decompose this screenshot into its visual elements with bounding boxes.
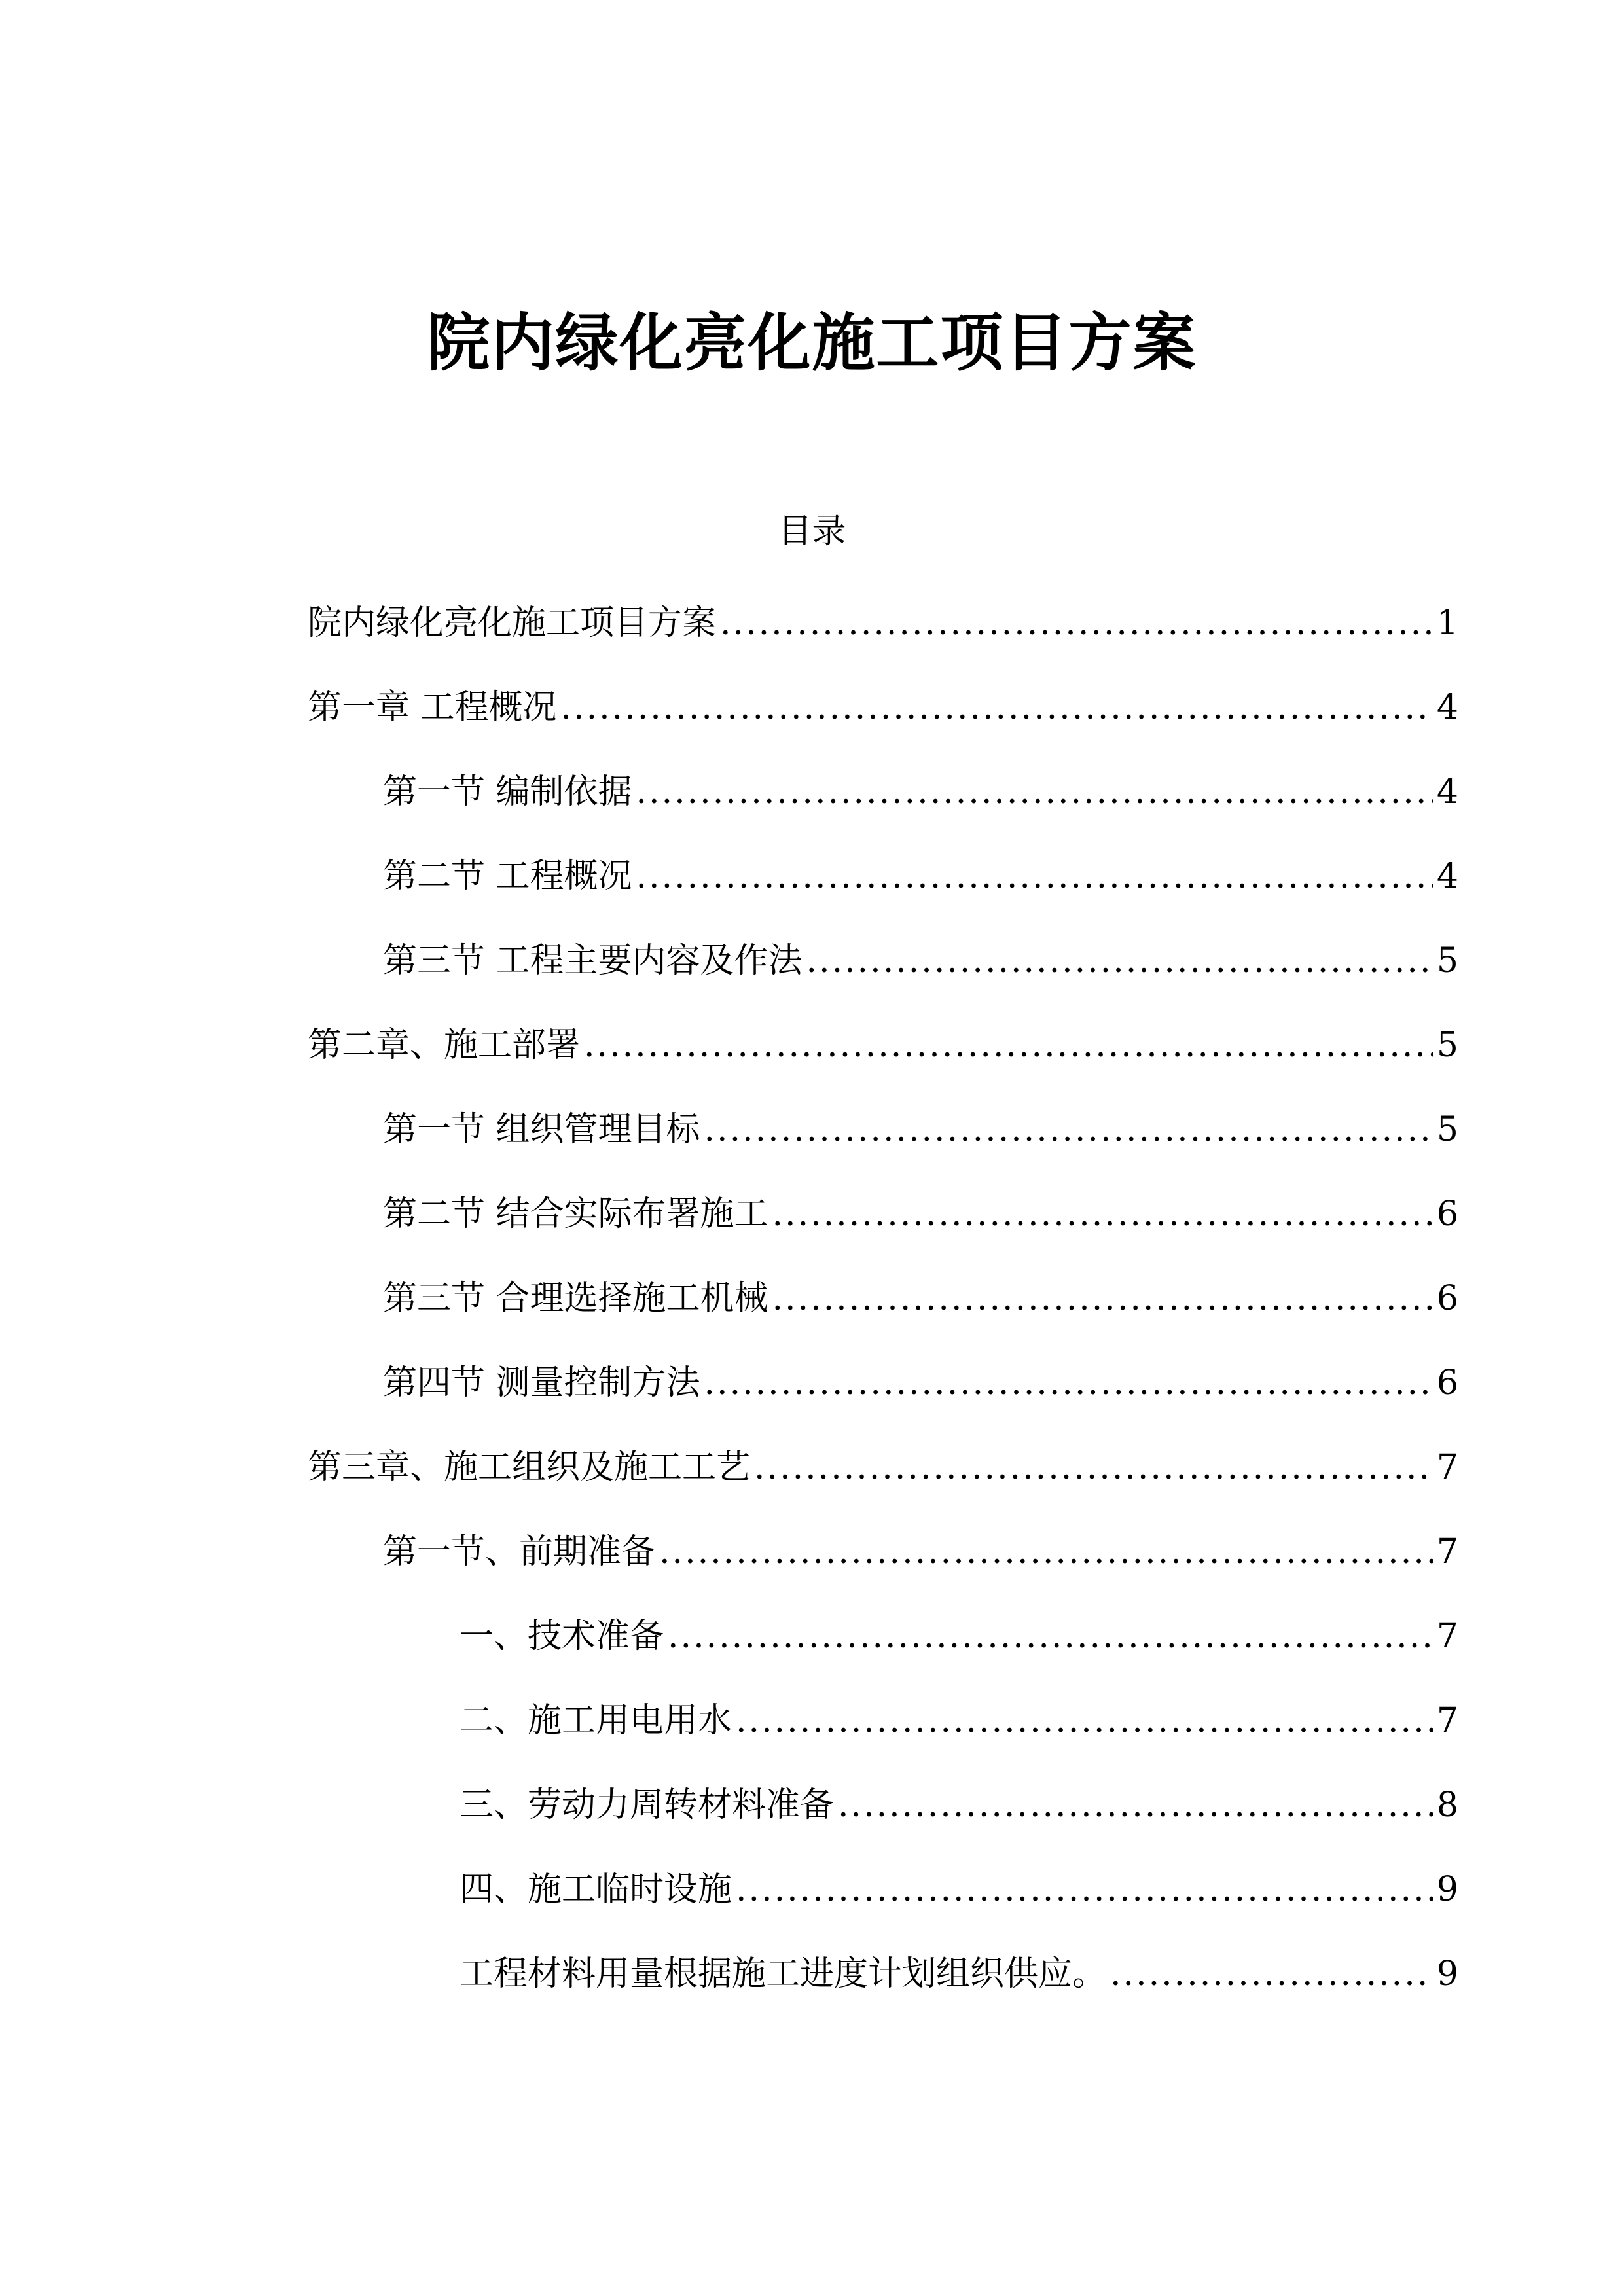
toc-dot-leader xyxy=(668,1610,1433,1662)
toc-page-number: 1 xyxy=(1436,603,1458,643)
toc-dot-leader xyxy=(720,597,1433,649)
toc-entry-ch3-item-3[interactable] xyxy=(460,1779,1458,1831)
toc-page-number: 4 xyxy=(1436,772,1458,812)
toc-entry-label: 工程材料用量根据施工进度计划组织供应。 xyxy=(460,1954,1107,1994)
toc-entry-ch1-section-3[interactable] xyxy=(383,935,1458,987)
toc-dot-leader xyxy=(561,681,1433,734)
toc-dot-leader xyxy=(736,1863,1433,1916)
toc-page-number: 6 xyxy=(1436,1194,1458,1234)
toc-entry-label: 第三章、施工组织及施工工艺 xyxy=(308,1448,751,1487)
toc-dot-leader xyxy=(584,1019,1433,1071)
toc-entry-ch3-section-1[interactable] xyxy=(383,1526,1458,1578)
toc-page-number: 5 xyxy=(1436,941,1458,980)
toc-entry-chapter-2[interactable] xyxy=(308,1019,1458,1071)
toc-page-number: 8 xyxy=(1436,1785,1458,1825)
toc-entry-ch3-item-4[interactable] xyxy=(460,1863,1458,1916)
toc-entry-label: 一、技术准备 xyxy=(460,1617,664,1656)
toc-entry-label: 三、劳动力周转材料准备 xyxy=(460,1785,835,1825)
toc-entry-label: 第一章 工程概况 xyxy=(308,688,557,727)
document-title: 院内绿化亮化施工项目方案 xyxy=(427,306,1197,380)
toc-page-number: 4 xyxy=(1436,688,1458,727)
toc-entry-ch3-item-5[interactable] xyxy=(460,1948,1458,2000)
toc-entry-label: 院内绿化亮化施工项目方案 xyxy=(308,603,717,643)
toc-page-number: 9 xyxy=(1436,1954,1458,1994)
toc-page-number: 7 xyxy=(1436,1701,1458,1740)
toc-entry-project-plan[interactable] xyxy=(308,597,1458,649)
toc-entry-label: 第三节 合理选择施工机械 xyxy=(383,1279,768,1318)
toc-entry-label: 第四节 测量控制方法 xyxy=(383,1363,700,1403)
toc-entry-label: 第二节 工程概况 xyxy=(383,857,632,896)
toc-entry-chapter-1[interactable] xyxy=(308,681,1458,734)
toc-entry-ch2-section-2[interactable] xyxy=(383,1188,1458,1240)
toc-page-number: 6 xyxy=(1436,1363,1458,1403)
toc-entry-label: 第三节 工程主要内容及作法 xyxy=(383,941,803,980)
toc-dot-leader xyxy=(704,1357,1433,1409)
toc-entry-ch1-section-1[interactable] xyxy=(383,766,1458,818)
toc-dot-leader xyxy=(838,1779,1433,1831)
toc-dot-leader xyxy=(772,1188,1433,1240)
toc-page-number: 6 xyxy=(1436,1279,1458,1318)
toc-entry-label: 第一节 组织管理目标 xyxy=(383,1110,700,1149)
toc-dot-leader xyxy=(1110,1948,1433,2000)
toc-dot-leader xyxy=(704,1103,1433,1156)
toc-entry-ch2-section-3[interactable] xyxy=(383,1272,1458,1325)
toc-entry-ch1-section-2[interactable] xyxy=(383,850,1458,903)
toc-entry-label: 第一节 编制依据 xyxy=(383,772,632,812)
toc-entry-label: 第二章、施工部署 xyxy=(308,1026,581,1065)
toc-dot-leader xyxy=(754,1441,1433,1494)
toc-entry-label: 第二节 结合实际布署施工 xyxy=(383,1194,768,1234)
toc-dot-leader xyxy=(772,1272,1433,1325)
toc-dot-leader xyxy=(806,935,1433,987)
toc-entry-ch3-item-1[interactable] xyxy=(460,1610,1458,1662)
toc-page-number: 9 xyxy=(1436,1870,1458,1909)
toc-entry-label: 四、施工临时设施 xyxy=(460,1870,732,1909)
toc-page-number: 7 xyxy=(1436,1448,1458,1487)
toc-page-number: 7 xyxy=(1436,1617,1458,1656)
toc-page-number: 4 xyxy=(1436,857,1458,896)
toc-heading: 目录 xyxy=(778,512,846,551)
toc-page-number: 7 xyxy=(1436,1532,1458,1571)
toc-page-number: 5 xyxy=(1436,1026,1458,1065)
toc-dot-leader xyxy=(659,1526,1433,1578)
toc-dot-leader xyxy=(636,766,1433,818)
toc-entry-chapter-3[interactable] xyxy=(308,1441,1458,1494)
toc-entry-ch2-section-4[interactable] xyxy=(383,1357,1458,1409)
toc-entry-ch3-item-2[interactable] xyxy=(460,1695,1458,1747)
toc-page-number: 5 xyxy=(1436,1110,1458,1149)
toc-entry-label: 第一节、前期准备 xyxy=(383,1532,656,1571)
toc-entry-label: 二、施工用电用水 xyxy=(460,1701,732,1740)
toc-dot-leader xyxy=(636,850,1433,903)
toc-dot-leader xyxy=(736,1695,1433,1747)
toc-entry-ch2-section-1[interactable] xyxy=(383,1103,1458,1156)
